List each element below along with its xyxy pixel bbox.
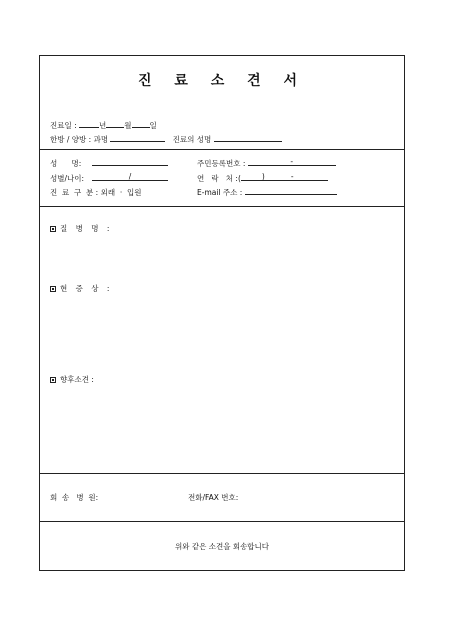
sex-age-label: 성별/나이: <box>50 174 85 183</box>
department-row <box>50 134 282 145</box>
form-title: 진 료 소 견 서 <box>137 73 307 89</box>
checkbox-icon <box>50 286 56 292</box>
diagnosis-section <box>50 223 112 234</box>
care-type-options[interactable]: 외래 · 입원 <box>100 188 142 197</box>
year-label: 년 <box>99 121 107 130</box>
visit-day-field[interactable] <box>132 120 150 128</box>
patient-name-field[interactable] <box>92 158 168 166</box>
contact-field[interactable] <box>241 173 328 181</box>
divider <box>40 473 404 474</box>
care-type-label: 진 료 구 분 : <box>50 188 99 197</box>
visit-month-field[interactable] <box>106 120 124 128</box>
sex-age-field[interactable] <box>92 173 168 181</box>
sex-age-row <box>50 173 168 184</box>
patient-name-label: 성 명: <box>50 159 82 168</box>
resident-id-field[interactable] <box>248 158 336 166</box>
divider <box>40 521 404 522</box>
contact-label: 연 락 처 :( <box>197 174 241 183</box>
month-label: 월 <box>124 121 132 130</box>
prognosis-label: 향후소견 : <box>60 375 94 384</box>
email-label: E-mail 주소 : <box>197 188 243 197</box>
sex-age-separator: / <box>128 172 132 181</box>
visit-date-row <box>50 120 157 131</box>
phone-fax-row <box>188 492 238 503</box>
symptoms-section <box>50 283 112 294</box>
doctor-name-label: 진료의 성명 <box>172 135 212 144</box>
department-field[interactable] <box>110 134 165 142</box>
diagnosis-label: 질 병 명 : <box>60 224 113 233</box>
checkbox-icon <box>50 377 56 383</box>
contact-paren: ) <box>261 172 265 181</box>
resident-id-separator: - <box>290 157 294 166</box>
divider <box>40 149 404 150</box>
visit-date-label: 진료일 : <box>50 121 77 130</box>
checkbox-icon <box>50 226 56 232</box>
day-label: 일 <box>149 121 157 130</box>
divider <box>40 206 404 207</box>
doctor-name-field[interactable] <box>214 134 282 142</box>
resident-id-label: 주민등록번호 : <box>197 159 246 168</box>
symptoms-label: 현 증 상 : <box>60 284 113 293</box>
resident-id-row <box>197 158 336 169</box>
patient-name-row <box>50 158 168 169</box>
visit-year-field[interactable] <box>79 120 99 128</box>
footer-statement: 위와 같은 소견을 회송합니다 <box>174 542 270 551</box>
email-row <box>197 187 337 198</box>
reply-hospital-label: 회 송 병 원: <box>50 493 99 502</box>
contact-separator: - <box>290 172 294 181</box>
contact-row <box>197 173 328 184</box>
phone-fax-label: 전화/FAX 번호: <box>188 493 239 502</box>
medical-opinion-form <box>39 55 405 571</box>
prognosis-section <box>50 374 94 385</box>
email-field[interactable] <box>245 187 337 195</box>
department-label: 한방 / 양방 : 과명 <box>50 135 109 144</box>
reply-hospital-row <box>50 492 98 503</box>
care-type-row <box>50 187 142 198</box>
